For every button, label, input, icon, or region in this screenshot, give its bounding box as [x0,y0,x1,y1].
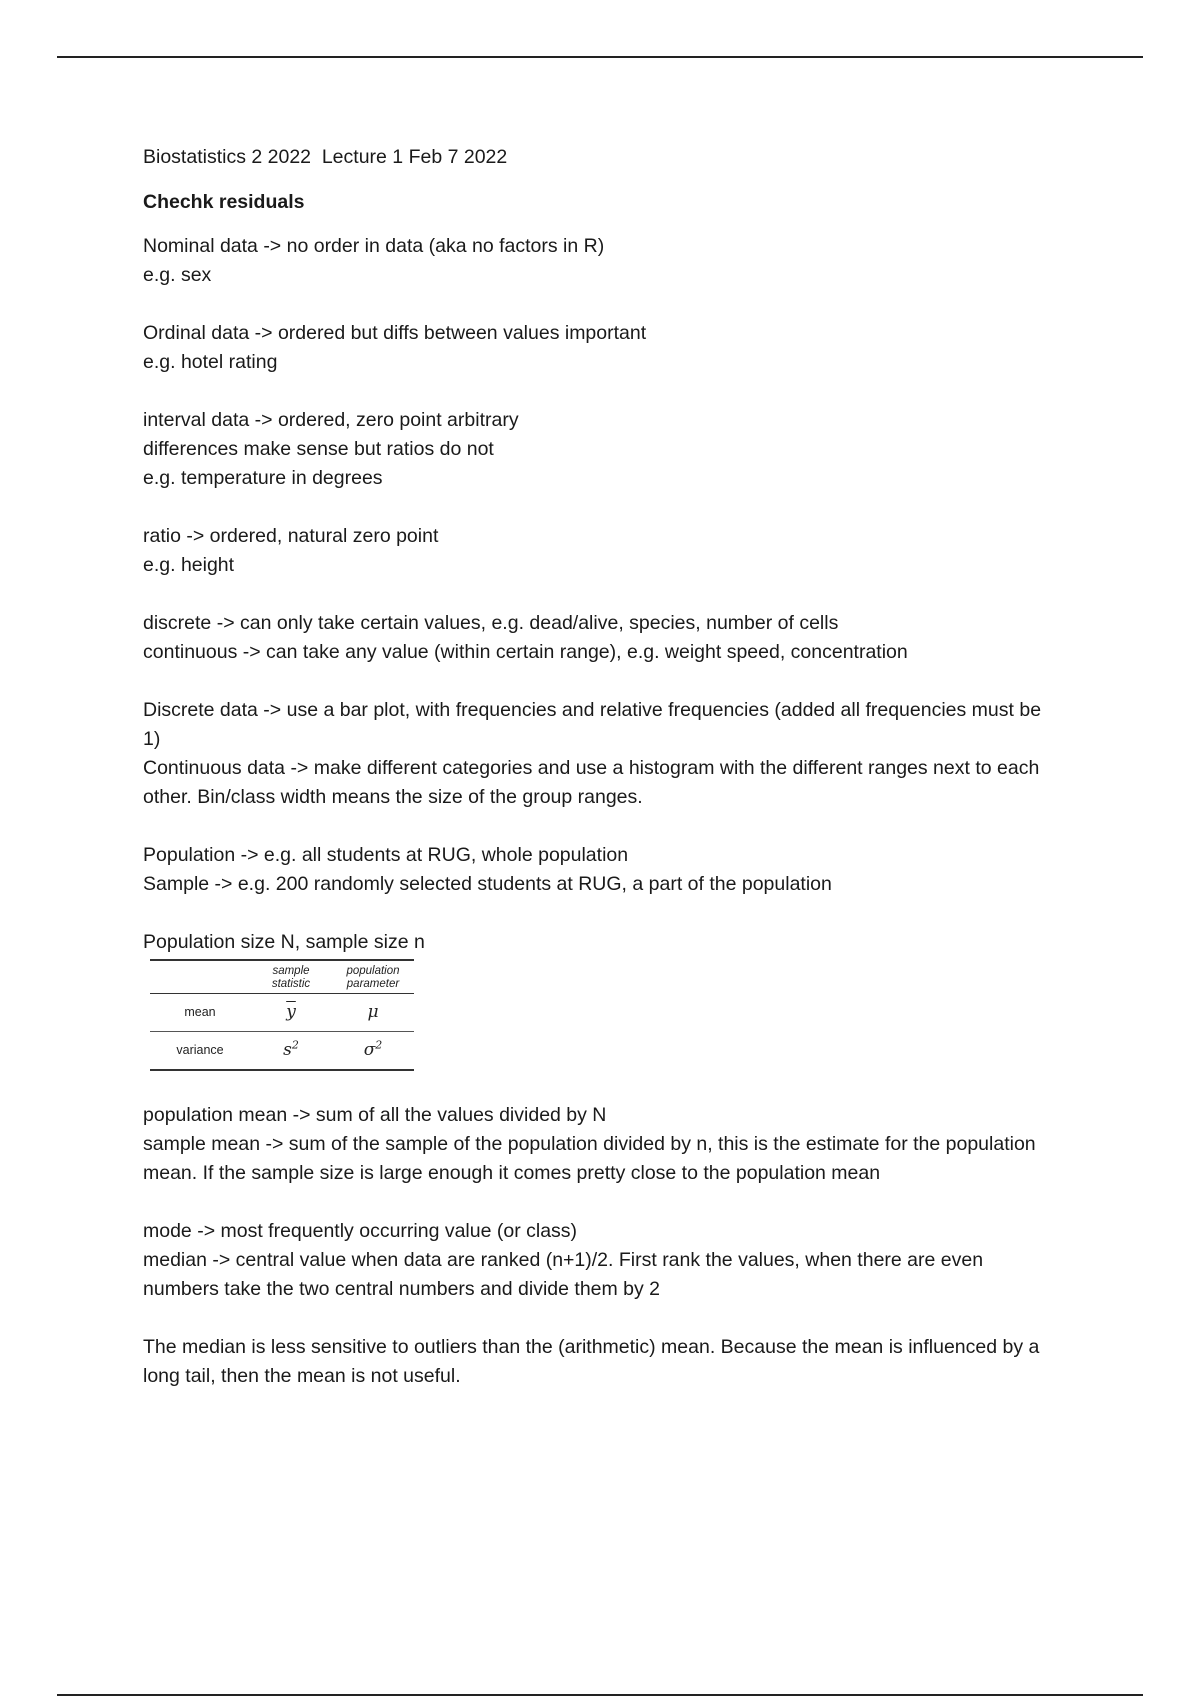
text-line: ratio -> ordered, natural zero point [143,525,439,547]
text-line: continuous -> can take any value (within certain range), e.g. weight speed, concentration [143,641,908,663]
sample-mean-symbol [250,994,332,1032]
paragraph-interval [143,406,1063,493]
text-line: e.g. height [143,554,235,576]
document-title: Biostatistics 2 2022 Lecture 1 Feb 7 2022 [143,146,508,168]
document-body [143,143,1063,1420]
text-line: mode -> most frequently occurring value (or class) [143,1220,578,1242]
top-rule [57,56,1143,58]
table-row [150,994,414,1032]
table-header-sample-statistic: sample statistic [250,960,332,994]
paragraph-ordinal [143,319,1063,377]
statistics-table [150,959,414,1071]
text-line: median -> central value when data are ranked (n+1)/2. First rank the values, when there are even numbers take the two central numbers and divide them by 2 [143,1249,989,1300]
paragraph-outliers [143,1333,1063,1391]
text-line: Sample -> e.g. 200 randomly selected students at RUG, a part of the population [143,873,832,895]
text-line: Nominal data -> no order in data (aka no factors in R) [143,235,605,257]
text-line: Ordinal data -> ordered but diffs between values important [143,322,647,344]
table-header-blank [150,960,250,994]
sigma-symbol: σ [363,1040,376,1060]
table-header-population-parameter: population parameter [332,960,414,994]
text-line: e.g. hotel rating [143,351,278,373]
text-line: population mean -> sum of all the values divided by N [143,1104,607,1126]
text-line: interval data -> ordered, zero point arbitrary [143,409,519,431]
s-exponent: 2 [291,1038,299,1052]
text-line: differences make sense but ratios do not [143,438,494,460]
paragraph-discrete-continuous [143,609,1063,667]
s-symbol: s [283,1040,292,1060]
text-line: The median is less sensitive to outliers than the (arithmetic) mean. Because the mean is influenced by a long tail, then the mean is not useful. [143,1336,1045,1387]
paragraph-population-sample [143,841,1063,899]
y-bar-symbol: $\overline{y}$ [286,1002,296,1022]
paragraph-nominal [143,232,1063,290]
paragraph-means [143,1101,1063,1188]
population-variance-symbol [332,1032,414,1071]
paragraph-mode-median [143,1217,1063,1304]
paragraph-ratio [143,522,1063,580]
text-line: e.g. temperature in degrees [143,467,383,489]
text-line: discrete -> can only take certain values, e.g. dead/alive, species, number of cells [143,612,839,634]
sigma-exponent: 2 [375,1038,383,1052]
row-label-variance: variance [150,1032,250,1071]
text-line: e.g. sex [143,264,212,286]
text-line: Discrete data -> use a bar plot, with frequencies and relative frequencies (added all frequencies must be 1) [143,699,1047,750]
population-mean-symbol: μ [332,994,414,1032]
text-line: Population -> e.g. all students at RUG, whole population [143,844,629,866]
row-label-mean: mean [150,994,250,1032]
paragraph-plots [143,696,1063,812]
text-line: sample mean -> sum of the sample of the population divided by n, this is the estimate for the population mean. If the sample size is large enough it comes pretty close to the population mean [143,1133,1042,1184]
bottom-rule [57,1694,1143,1696]
text-line: Continuous data -> make different categories and use a histogram with the different ranges next to each other. Bin/class width means the size of the group ranges. [143,757,1045,808]
table-row [150,1032,414,1071]
population-size-line: Population size N, sample size n [143,931,425,953]
sample-variance-symbol [250,1032,332,1071]
section-heading: Chechk residuals [143,191,305,213]
